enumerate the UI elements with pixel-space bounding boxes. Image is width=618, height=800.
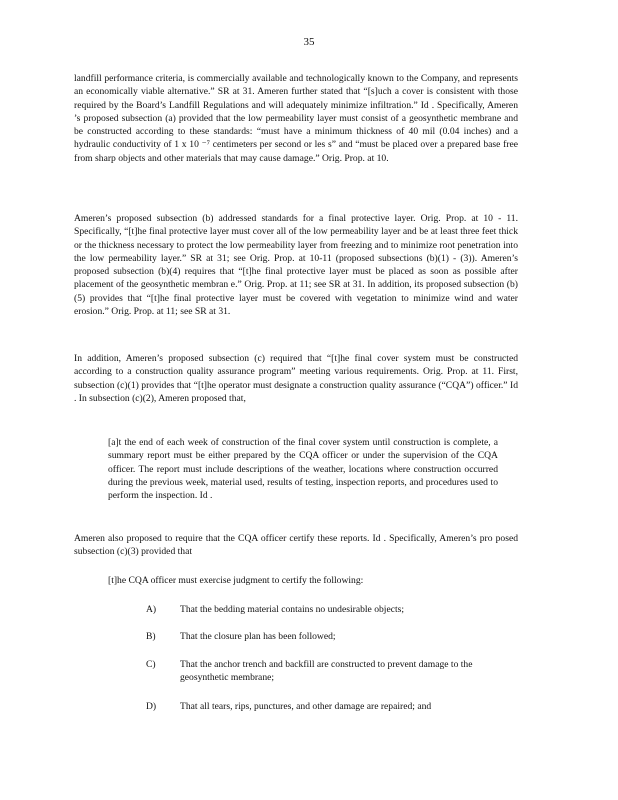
- paragraph-4: Ameren also proposed to require that the CQA officer certify these reports. Id . Specifically, Ameren’s pro posed subsection (c)(3) provided that: [74, 533, 518, 558]
- quote-intro: [t]he CQA officer must exercise judgment to certify the following:: [108, 575, 364, 586]
- list-item-label: A): [146, 604, 157, 615]
- list-item-text: That the bedding material contains no undesirable objects;: [180, 604, 405, 615]
- block-quote: [a]t the end of each week of construction of the final cover system until construction is complete, a summary report must be either prepared by the CQA officer or under the supervision of the CQA officer. The report must include descriptions of the weather, locations where construction occurred during the previous week, material used, results of testing, inspection reports, and procedures used to perform the inspection. Id .: [108, 437, 498, 502]
- list-item-label: B): [146, 631, 156, 642]
- paragraph-2: Ameren’s proposed subsection (b) addressed standards for a final protective layer. Orig. Prop. at 10 - 11. Specifically, “[t]he final protective layer must cover all of the low permeability layer and be at least three feet thick or the thickness necessary to protect the low permeability layer from freezing and to minimize root penetration into the low permeability layer.” SR at 31; see Orig. Prop. at 10-11 (proposed subsections (b)(1) - (3)). Ameren’s proposed subsection (b)(4) requires that “[t]he final protective layer must be placed as soon as possible after placement of the geosynthetic membran e.” Orig. Prop. at 11; see SR at 31. In addition, its proposed subsection (b)(5) provides that “[t]he final protective layer must be covered with vegetation to minimize wind and water erosion.” Orig. Prop. at 11; see SR at 31.: [74, 213, 518, 318]
- page-number: 35: [303, 36, 315, 48]
- list-item-text: That all tears, rips, punctures, and other damage are repaired; and: [180, 701, 432, 712]
- list-item-text: That the anchor trench and backfill are constructed to prevent damage to the geosynthetic membrane;: [180, 659, 473, 684]
- list-item-text: That the closure plan has been followed;: [180, 631, 336, 642]
- list-item-label: C): [146, 659, 156, 670]
- paragraph-3: In addition, Ameren’s proposed subsection (c) required that “[t]he final cover system must be constructed according to a construction quality assurance program” meeting various requirements. Orig. Prop. at 11. First, subsection (c)(1) provides that “[t]he operator must designate a construction quality assurance (“CQA”) officer.” Id . In subsection (c)(2), Ameren proposed that,: [74, 353, 518, 404]
- paragraph-1: landfill performance criteria, is commercially available and technologically known to the Company, and represents an economically viable alternative.” SR at 31. Ameren further stated that “[s]uch a cover is consistent with those required by the Board’s Landfill Regulations and will adequately minimize infiltration.” Id . Specifically, Ameren ’s proposed subsection (a) provided that the low permeability layer must consist of a geosynthetic membrane and be constructed according to these standards: “must have a minimum thickness of 40 mil (0.04 inches) and a hydraulic conductivity of 1 x 10 ⁻⁷ centimeters per second or les s” and “must be placed over a prepared base free from sharp objects and other materials that may cause damage.” Orig. Prop. at 10.: [74, 73, 518, 164]
- list-item-label: D): [146, 701, 157, 712]
